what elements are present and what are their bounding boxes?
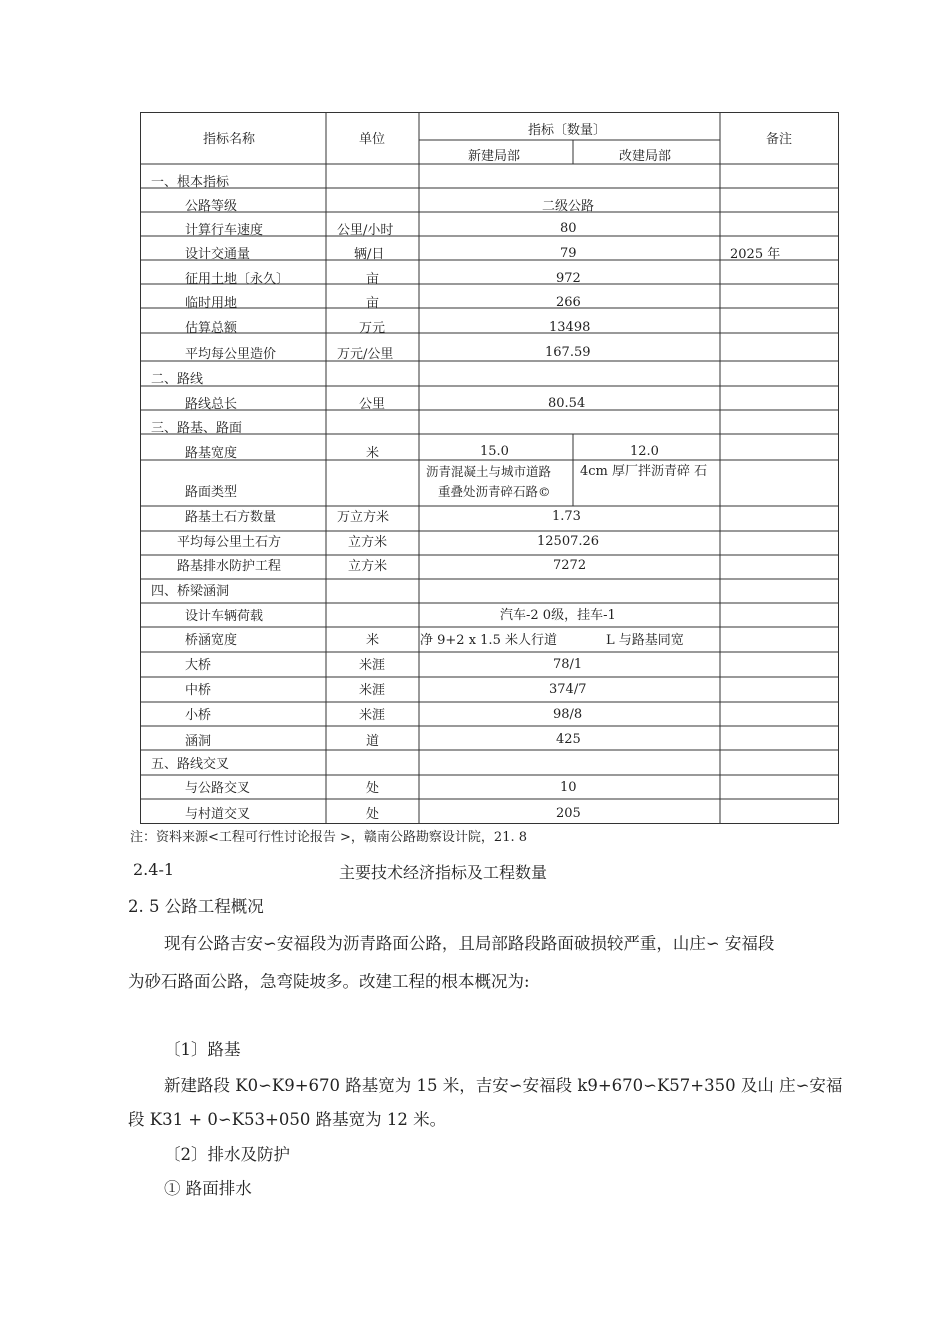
table-note: 注：资料来源<工程可行性讨论报告 >，赣南公路勘察设计院，21. 8	[130, 830, 527, 845]
row-name: 路基排水防护工程	[177, 559, 282, 574]
row-unit: 米涯	[359, 708, 386, 723]
row-name: 路线总长	[185, 397, 238, 412]
section-crossings: 五、路线交叉	[151, 757, 230, 772]
row-name: 小桥	[185, 708, 212, 723]
row-name: 大桥	[185, 658, 212, 673]
row-name: 临时用地	[185, 296, 238, 311]
row-value-rebuilt: 4cm 厚厂拌沥青碎 石	[580, 464, 708, 479]
row-unit: 亩	[366, 272, 380, 287]
header-unit: 单位	[359, 132, 386, 147]
row-value-new: 净 9+2 x 1.5 米人行道	[420, 633, 557, 648]
caption-number: 2.4-1	[133, 860, 175, 879]
row-value-new: 15.0	[480, 444, 509, 459]
row-unit: 万元	[359, 321, 386, 336]
row-unit: 立方米	[348, 559, 388, 574]
row-value: 266	[556, 295, 581, 310]
row-unit: 米涯	[359, 658, 386, 673]
paragraph-line: 现有公路吉安∽安福段为沥青路面公路，且局部路段路面破损较严重，山庄∽ 安福段	[164, 934, 775, 953]
list-item-pavement-drainage: ① 路面排水	[164, 1179, 252, 1198]
paragraph-line: 为砂石路面公路，急弯陡坡多。改建工程的根本概况为:	[128, 972, 530, 991]
row-value: 10	[560, 780, 577, 795]
row-unit: 公里	[359, 397, 386, 412]
row-unit: 处	[366, 807, 380, 822]
row-name: 征用土地〔永久〕	[185, 272, 290, 287]
row-name: 公路等级	[185, 199, 238, 214]
row-remark: 2025 年	[730, 247, 781, 262]
row-name: 计算行车速度	[185, 223, 264, 238]
row-value: 12507.26	[537, 534, 600, 549]
row-name: 平均每公里造价	[185, 347, 277, 362]
row-value: 374/7	[549, 682, 587, 697]
row-name: 设计交通量	[185, 247, 251, 262]
row-unit: 米涯	[359, 683, 386, 698]
row-value-new-line2: 重叠处沥青碎石路©	[438, 484, 551, 499]
row-value: 972	[556, 271, 581, 286]
row-value: 79	[560, 246, 577, 261]
row-value: 167.59	[545, 345, 591, 360]
row-value: 80.54	[548, 396, 586, 411]
row-unit: 米	[366, 633, 380, 648]
row-value-rebuilt: 12.0	[630, 444, 659, 459]
row-value-rebuilt: L 与路基同宽	[606, 633, 684, 648]
row-value: 二级公路	[542, 199, 595, 214]
section-bridges: 四、桥梁涵洞	[151, 584, 230, 599]
row-value: 80	[560, 221, 577, 236]
section-route: 二、路线	[151, 372, 204, 387]
paragraph-line: 新建路段 K0∽K9+670 路基宽为 15 米，吉安∽安福段 k9+670∽K57+350 及山 庄∽安福	[164, 1076, 843, 1095]
row-unit: 米	[366, 446, 380, 461]
row-unit: 亩	[366, 296, 380, 311]
header-rebuilt-section: 改建局部	[619, 149, 672, 164]
header-new-section: 新建局部	[468, 149, 521, 164]
row-value: 汽车-2 0级，挂车-1	[500, 608, 616, 623]
row-name: 桥涵宽度	[185, 633, 238, 648]
subheading-subgrade: 〔1〕路基	[164, 1040, 241, 1059]
row-name: 设计车辆荷载	[185, 609, 264, 624]
row-unit: 万元/公里	[337, 347, 394, 362]
section-subgrade: 三、路基、路面	[151, 421, 243, 436]
row-name: 与村道交叉	[185, 807, 251, 822]
paragraph-line: 段 K31 + 0∽K53+050 路基宽为 12 米。	[128, 1110, 447, 1129]
row-value: 13498	[549, 320, 591, 335]
section-basic: 一、根本指标	[151, 175, 230, 190]
row-value: 98/8	[553, 707, 583, 722]
row-unit: 万立方米	[337, 510, 390, 525]
caption-title: 主要技术经济指标及工程数量	[339, 863, 548, 882]
row-unit: 道	[366, 734, 380, 749]
row-unit: 公里/小时	[337, 223, 394, 238]
row-name: 平均每公里土石方	[177, 535, 282, 550]
header-remark: 备注	[766, 132, 793, 147]
row-value: 205	[556, 806, 581, 821]
row-value: 78/1	[553, 657, 583, 672]
row-unit: 辆/日	[354, 247, 385, 262]
row-unit: 立方米	[348, 535, 388, 550]
row-name: 路基宽度	[185, 446, 238, 461]
row-name: 路基土石方数量	[185, 510, 277, 525]
row-name: 路面类型	[185, 485, 238, 500]
indicator-table	[140, 112, 839, 824]
row-name: 中桥	[185, 683, 212, 698]
header-indicator: 指标〔数量〕	[528, 123, 607, 138]
row-name: 估算总额	[185, 321, 238, 336]
row-value: 425	[556, 732, 581, 747]
row-value: 1.73	[552, 509, 581, 524]
subheading-drainage: 〔2〕排水及防护	[164, 1145, 290, 1164]
header-name: 指标名称	[203, 132, 256, 147]
row-value: 7272	[553, 558, 587, 573]
section-heading: 2. 5 公路工程概况	[128, 897, 264, 916]
row-name: 与公路交叉	[185, 781, 251, 796]
row-name: 涵洞	[185, 734, 212, 749]
row-value-new-line1: 沥青混凝土与城市道路	[426, 464, 552, 479]
row-unit: 处	[366, 781, 380, 796]
